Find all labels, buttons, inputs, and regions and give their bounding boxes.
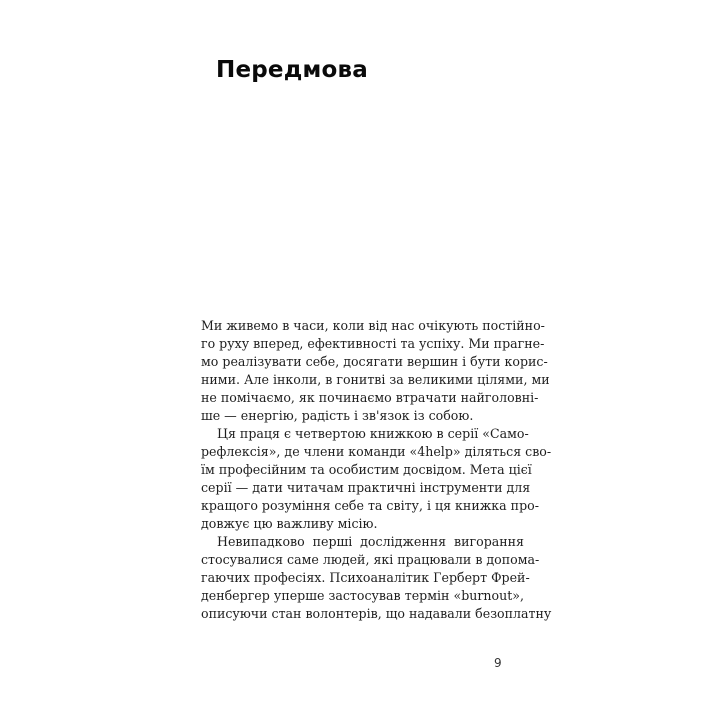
text-line: ними. Але інколи, в гонитві за великими цілями, ми — [201, 372, 550, 387]
text-line: рефлексія», де члени команди «4help» діляться сво- — [201, 444, 552, 459]
text-line: го руху вперед, ефективності та успіху. Ми прагне- — [201, 336, 545, 351]
page-number: 9 — [494, 656, 502, 670]
text-line: денбергер уперше застосував термін «burnout», — [201, 588, 524, 603]
text-line: не помічаємо, як починаємо втрачати найголовні- — [201, 390, 539, 405]
text-line: ше — енергію, радість і зв'язок із собою. — [201, 408, 474, 423]
body-text — [201, 317, 552, 623]
text-line: їм професійним та особистим досвідом. Мета цієї — [201, 462, 532, 477]
text-line: мо реалізувати себе, досягати вершин і бути корис- — [201, 354, 548, 369]
text-line: Невипадково перші дослідження вигорання — [217, 534, 524, 549]
text-line: описуючи стан волонтерів, що надавали безоплатну — [201, 606, 552, 621]
text-line: серії — дати читачам практичні інструменти для — [201, 480, 531, 495]
text-line: кращого розуміння себе та світу, і ця книжка про- — [201, 498, 539, 513]
text-line: стосувалися саме людей, які працювали в допома- — [201, 552, 540, 567]
text-line: Ми живемо в часи, коли від нас очікують постійно- — [201, 318, 545, 333]
chapter-title: Передмова — [216, 57, 368, 83]
text-line: довжує цю важливу місію. — [201, 516, 378, 531]
text-line: гаючих професіях. Психоаналітик Герберт Фрей- — [201, 570, 530, 585]
text-line: Ця праця є четвертою книжкою в серії «Само- — [217, 426, 529, 441]
